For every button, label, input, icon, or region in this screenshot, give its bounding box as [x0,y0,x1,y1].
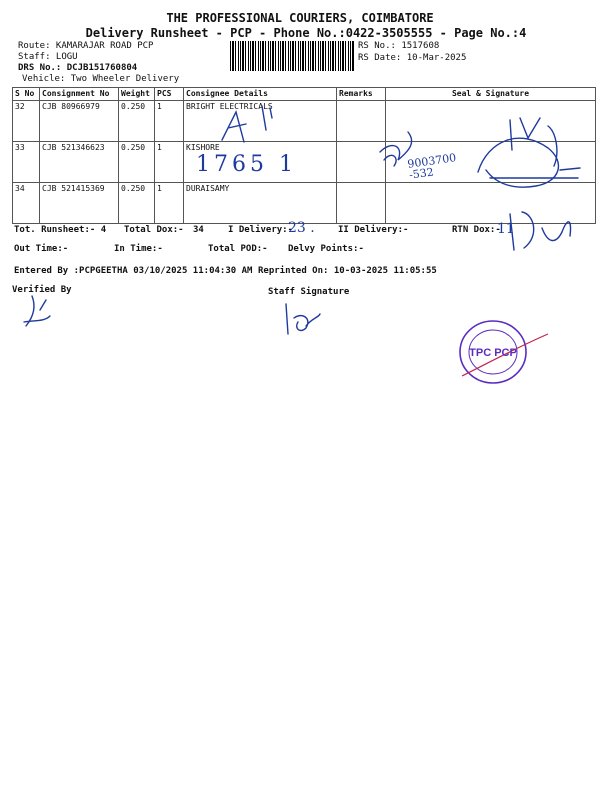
cell-weight: 0.250 [119,183,155,224]
cell-sno: 34 [13,183,40,224]
cell-sno: 32 [13,101,40,142]
cell-seal [386,101,596,142]
stamp-diagonal-ink [462,334,548,376]
staff-signature-scrawl [286,304,320,334]
cell-consignee: KISHORE [184,142,337,183]
cell-consignee: BRIGHT ELECTRICALS [184,101,337,142]
col-header-remarks: Remarks [337,88,386,101]
company-stamp [460,321,548,383]
cell-consignment: CJB 521415369 [40,183,119,224]
drs-number: DRS No.: DCJB151760804 [18,63,138,73]
cell-consignee: DURAISAMY [184,183,337,224]
company-title: THE PROFESSIONAL COURIERS, COIMBATORE [166,11,434,25]
i-delivery-label: I Delivery:- [228,225,294,235]
barcode-image [230,41,354,71]
staff-signature-label: Staff Signature [268,287,350,297]
reprinted-on: Reprinted On: 10-03-2025 11:05:55 [258,266,437,276]
col-header-consignment: Consignment No [40,88,119,101]
cell-remarks [337,101,386,142]
rs-date: RS Date: 10-Mar-2025 [358,53,467,63]
cell-seal [386,183,596,224]
col-header-seal: Seal & Signature [386,88,596,101]
rtn-dox-label: RTN Dox:- [452,225,501,235]
route-label: Route: KAMARAJAR ROAD PCP [18,41,154,51]
runsheet-subtitle: Delivery Runsheet - PCP - Phone No.:0422-3505555 - Page No.:4 [85,26,527,40]
cell-remarks [337,183,386,224]
cell-weight: 0.250 [119,142,155,183]
in-time-label: In Time:- [114,244,163,254]
handwritten-phone: 9003700 -532 [406,151,458,182]
total-pod-label: Total POD:- [208,244,268,254]
rtn-dox-handwritten: 11 [497,221,515,237]
delvy-points-label: Delvy Points:- [288,244,364,254]
stamp-inner-ring [469,330,517,374]
col-header-consignee: Consignee Details [184,88,337,101]
cell-pcs: 1 [155,183,184,224]
runsheet-table [12,87,596,224]
stamp-outer-ring [460,321,526,383]
table-header-row [13,88,596,101]
entered-by: Entered By :PCPGEETHA 03/10/2025 11:04:30 AM [14,266,253,276]
col-header-weight: Weight [119,88,155,101]
cell-remarks [337,142,386,183]
col-header-pcs: PCS [155,88,184,101]
cell-pcs: 1 [155,142,184,183]
out-time-label: Out Time:- [14,244,69,254]
i-delivery-handwritten: 23 . [288,220,315,236]
cell-weight: 0.250 [119,101,155,142]
cell-pcs: 1 [155,101,184,142]
verified-by-label: Verified By [12,285,72,295]
staff-label: Staff: LOGU [18,52,78,62]
cell-sno: 33 [13,142,40,183]
rs-number: RS No.: 1517608 [358,41,440,51]
total-dox-value: 34 [193,225,204,235]
tot-runsheet: Tot. Runsheet:- 4 [14,225,107,235]
vehicle-label: Vehicle: Two Wheeler Delivery [22,74,180,84]
col-header-sno: S No [13,88,40,101]
ii-delivery-label: II Delivery:- [338,225,409,235]
verified-by-signature [24,296,50,326]
table-row [13,101,596,142]
cell-consignment: CJB 80966979 [40,101,119,142]
handwritten-number: 1765 1 [196,152,297,177]
table-row [13,183,596,224]
total-dox-label: Total Dox:- [124,225,184,235]
table-row [13,142,596,183]
stamp-text: TPC PCP [469,347,517,359]
cell-consignment: CJB 521346623 [40,142,119,183]
